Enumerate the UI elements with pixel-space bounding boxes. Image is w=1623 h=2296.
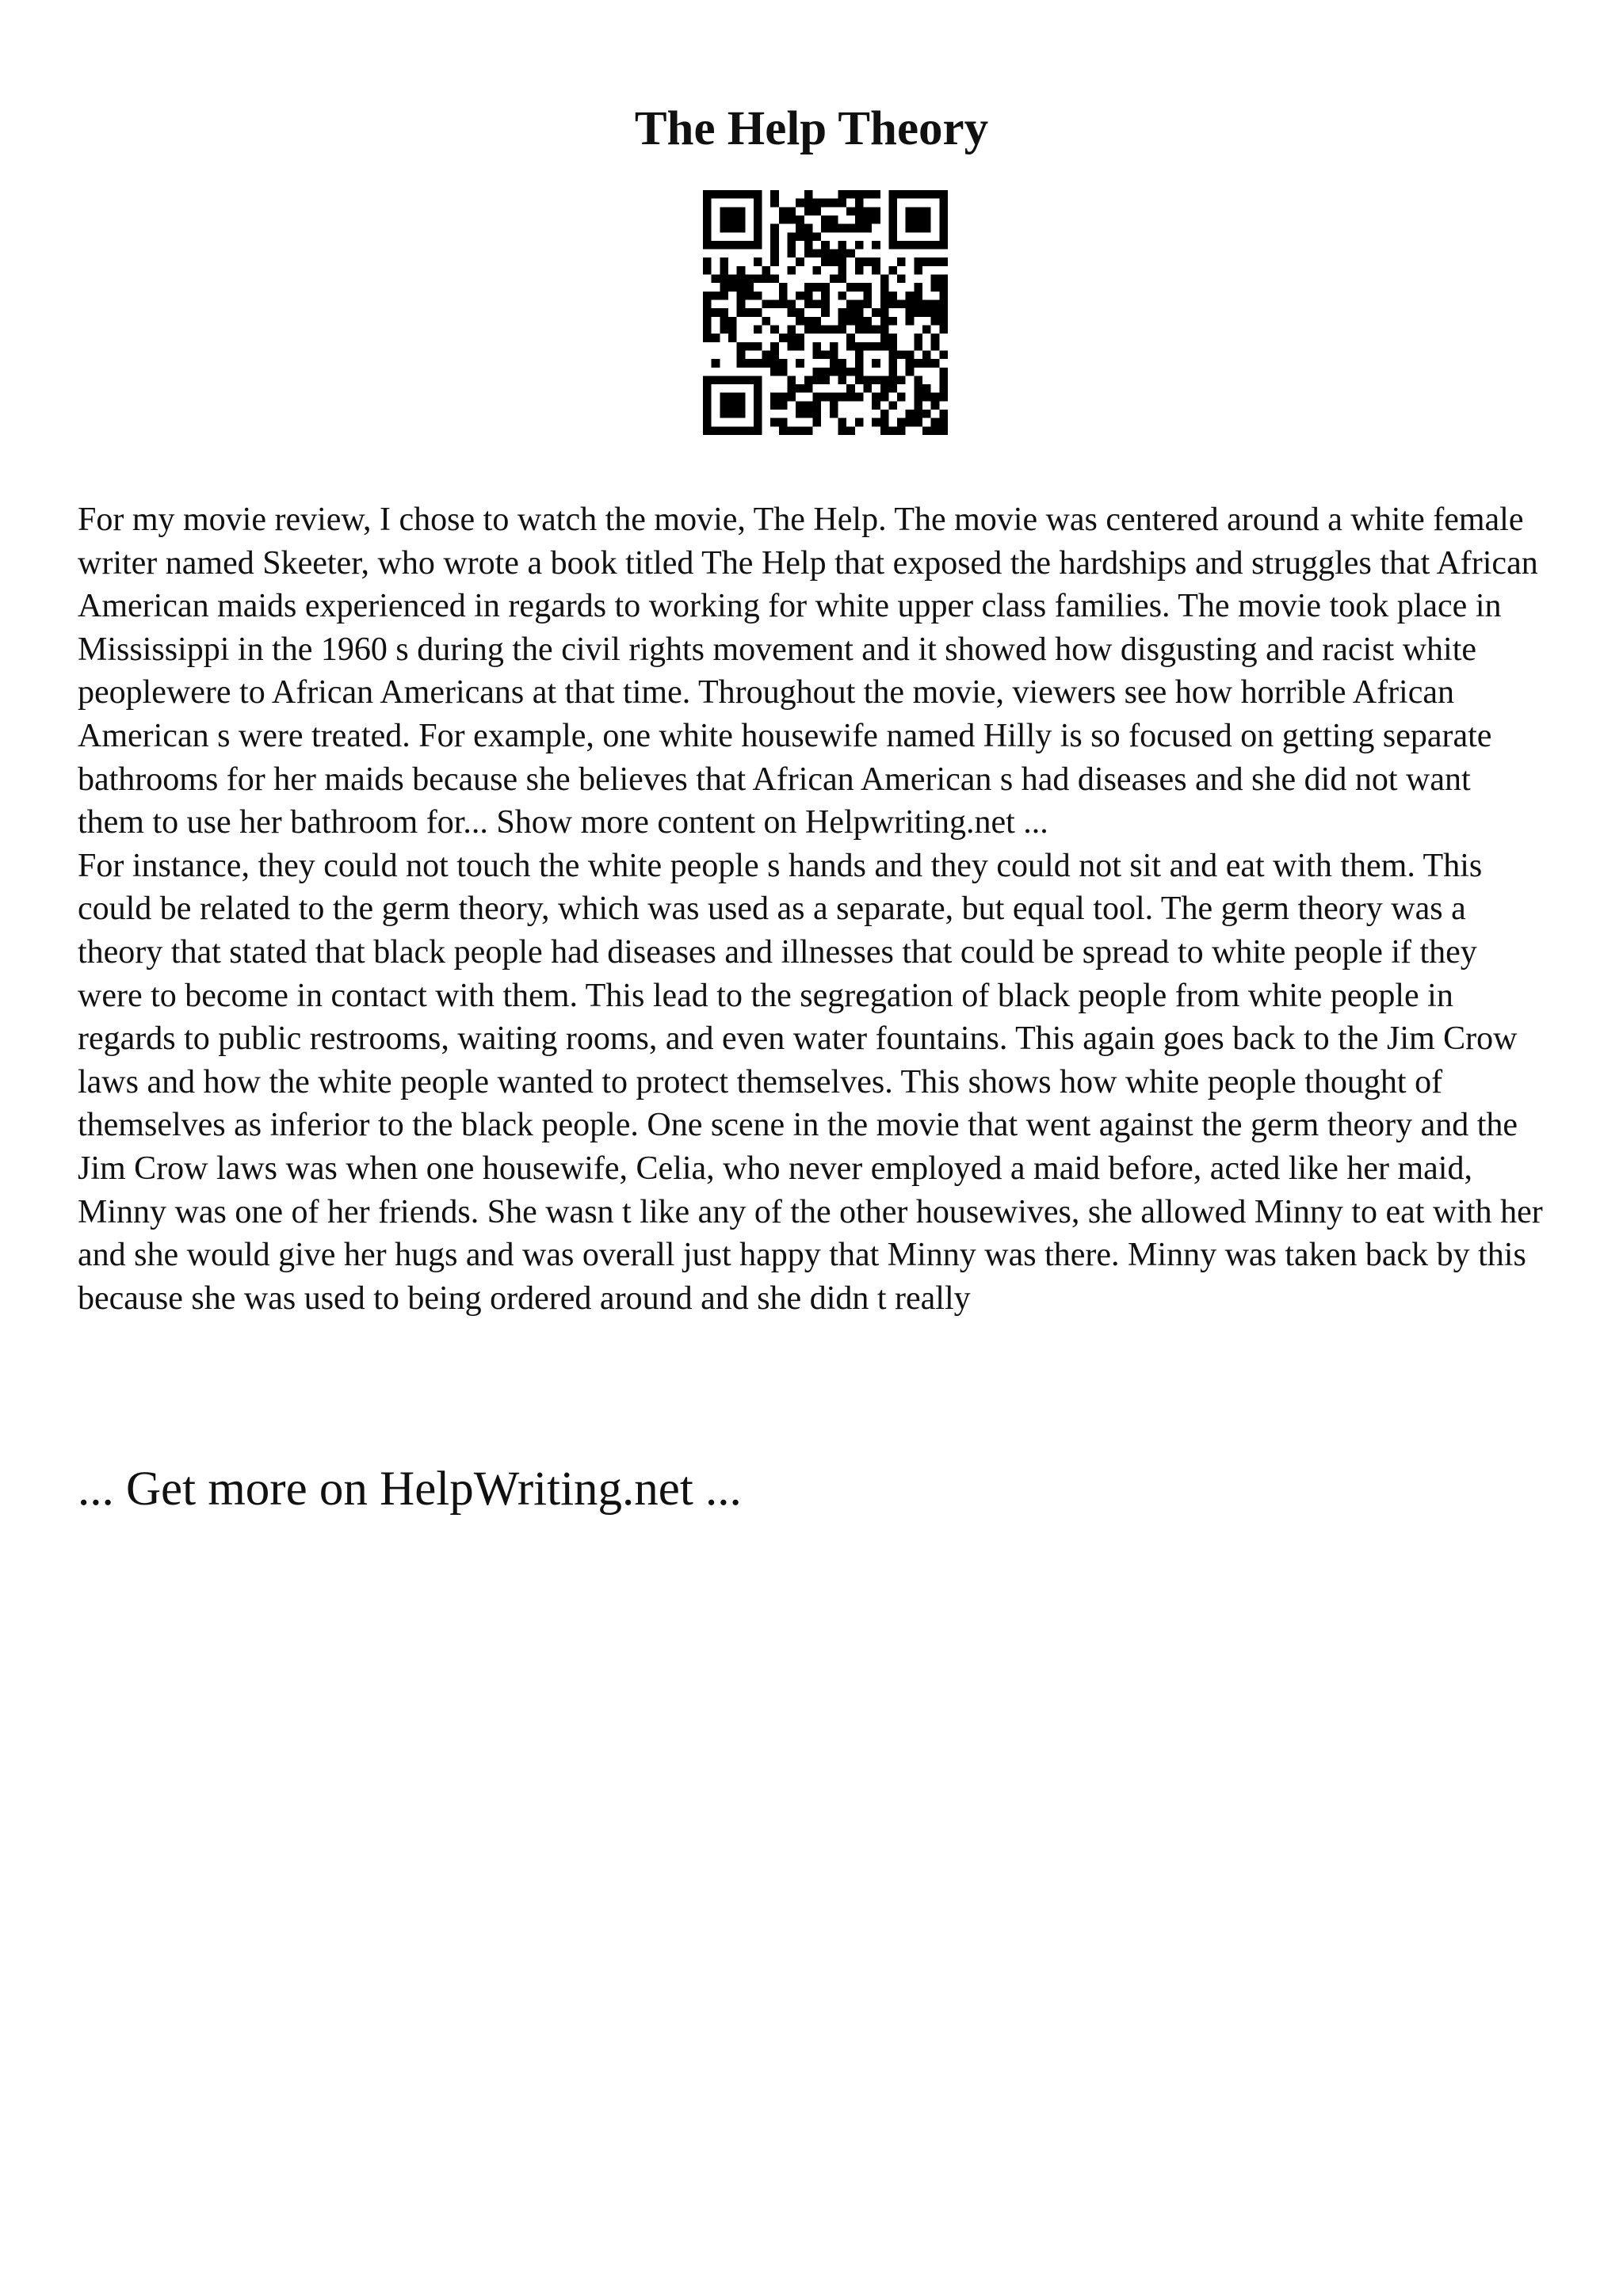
paragraph-2: For instance, they could not touch the white people s hands and they could not sit and eat with them. This could be related to the germ theory, which was used as a separate, but equal tool. The germ theory was a theory that stated that black people had diseases and illnesses that could be spread to white people if they were to become in contact with them. This lead to the segregation of black people from white people in regards to public restrooms, waiting rooms, and even water fountains. This again goes back to the Jim Crow laws and how the white people wanted to protect themselves. This shows how white people thought of themselves as inferior to the black people. One scene in the movie that went against the germ theory and the Jim Crow laws was when one housewife, Celia, who never employed a maid before, acted like her maid, Minny was one of her friends. She wasn t like any of the other housewives, she allowed Minny to eat with her and she would give her hugs and was overall just happy that Minny was there. Minny was taken back by this because she was used to being ordered around and she didn t really [78, 847, 1543, 1317]
body-text [78, 498, 1545, 1320]
get-more-link[interactable]: ... Get more on HelpWriting.net ... [78, 1463, 742, 1516]
qr-code-icon [703, 190, 948, 435]
paragraph-1: For my movie review, I chose to watch the movie, The Help. The movie was centered around a white female writer named Skeeter, who wrote a book titled The Help that exposed the hardships and struggles that African American maids experienced in regards to working for white upper class families. The movie took place in Mississippi in the 1960 s during the civil rights movement and it showed how disgusting and racist white peoplewere to African Americans at that time. Throughout the movie, viewers see how horrible African American s were treated. For example, one white housewife named Hilly is so focused on getting separate bathrooms for her maids because she believes that African American s had diseases and she did not want them to use her bathroom for... Show more content on Helpwriting.net ... [78, 502, 1538, 841]
page-title: The Help Theory [634, 102, 989, 155]
